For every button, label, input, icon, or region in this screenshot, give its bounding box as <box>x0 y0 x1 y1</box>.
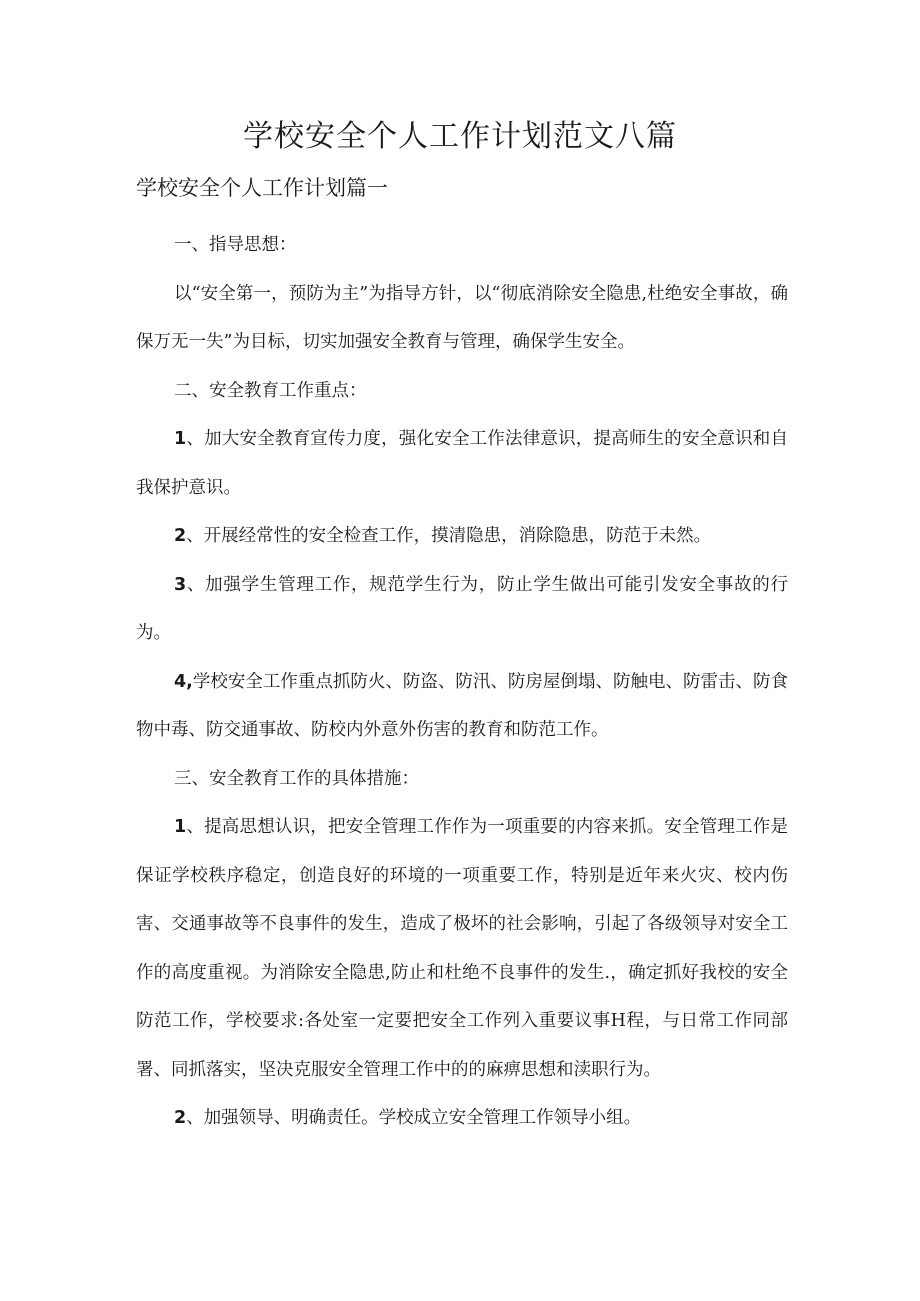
item-number: 2 <box>174 1108 187 1128</box>
paragraph-text: 、提高思想认识，把安全管理工作作为一项重要的内容来抓。安全管理工作是保证学校秩序稳定，创造良好的环境的一项重要工作，特别是近年来火灾、校内伤害、交通事故等不良事件的发生，造成了极坏的社会影响，引起了各级领导对安全工作的高度重视。为消除安全隐患,防止和杜绝不良事件的发生.，确定抓好我校的安全防范工作，学校要求:各处室一定要把安全工作列入重要议事H程，与日常工作同部署、同抓落实，坚决克服安全管理工作中的的麻痹思想和渎职行为。 <box>136 817 788 1080</box>
paragraph-key-point-1 <box>136 415 788 512</box>
paragraph-text: 学校安全工作重点抓防火、防盗、防汛、防房屋倒塌、防触电、防雷击、防食物中毒、防交通事故、防校内外意外伤害的教育和防范工作。 <box>136 671 788 740</box>
paragraph-guiding-ideology-heading <box>136 221 788 270</box>
item-number: 3 <box>174 574 187 595</box>
paragraph-text: 二、安全教育工作重点： <box>174 380 367 401</box>
item-number: 4, <box>174 671 193 692</box>
paragraph-key-points-heading <box>136 367 788 416</box>
section-heading: 学校安全个人工作计划篇一 <box>136 176 388 200</box>
paragraph-measure-2 <box>136 1094 788 1143</box>
item-number: 2 <box>174 526 187 546</box>
paragraph-text: 、加强领导、明确责任。学校成立安全管理工作领导小组。 <box>186 1108 642 1128</box>
paragraph-text: 、加大安全教育宣传力度，强化安全工作法律意识，提高师生的安全意识和自我保护意识。 <box>136 429 788 498</box>
paragraph-text: 一、指导思想： <box>174 235 297 255</box>
paragraph-key-point-4 <box>136 658 788 755</box>
paragraph-text: 、加强学生管理工作，规范学生行为，防止学生做出可能引发安全事故的行为。 <box>136 574 788 643</box>
paragraph-text: 三、安全教育工作的具体措施： <box>174 768 419 789</box>
document-title: 学校安全个人工作计划范文八篇 <box>243 119 677 154</box>
paragraph-measures-heading <box>136 755 788 804</box>
item-number: 1 <box>174 817 187 837</box>
paragraph-key-point-2 <box>136 512 788 561</box>
paragraph-measure-1 <box>136 803 788 1094</box>
paragraph-guiding-ideology <box>136 270 788 367</box>
item-number: 1 <box>174 429 187 449</box>
paragraph-text: 、开展经常性的安全检查工作，摸清隐患，消除隐患，防范于未然。 <box>186 526 712 546</box>
document-body <box>136 221 788 1143</box>
paragraph-text: 以“安全第一，预防为主”为指导方针，以“彻底消除安全隐患,杜绝安全事故，确保万无一失”为目标，切实加强安全教育与管理，确保学生安全。 <box>136 283 788 352</box>
paragraph-key-point-3 <box>136 561 788 658</box>
